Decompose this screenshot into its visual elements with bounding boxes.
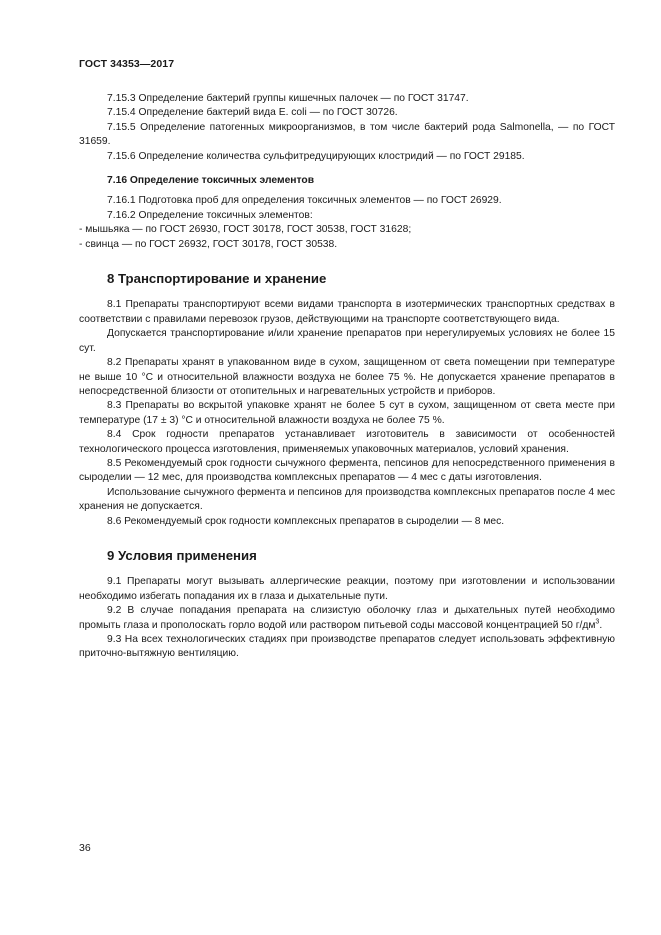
section-title-9: 9 Условия применения [107,547,257,563]
superscript-3: 3 [595,618,600,626]
paragraph-8-5: 8.5 Рекомендуемый срок годности сычужного фермента, пепсинов для непосредственного применения в сыроделии — 12 мес, для производства комплексных препаратов — 4 мес с даты изготовления. [79,457,615,484]
paragraph-9-1: 9.1 Препараты могут вызывать аллергические реакции, поэтому при изготовлении и использовании необходимо избегать попадания их в глаза и дыхательные пути. [79,576,615,602]
paragraph-9-2-end: . [599,619,603,631]
subsection-title-7-16: 7.16 Определение токсичных элементов [107,175,315,187]
paragraph-7-15-4: 7.15.4 Определение бактерий вида E. coli — по ГОСТ 30726. [107,107,398,119]
paragraph-9-2-text: 9.2 В случае попадания препарата на слизистую оболочку глаз и дыхательных путей необходимо промыть глаза и прополоскать горло водой или раствором питьевой соды массовой концентрацией 50 г/дм [79,605,615,631]
paragraph-9-3: 9.3 На всех технологических стадиях при производстве препаратов следует использовать эффективную приточно-вытяжную вентиляцию. [79,634,615,660]
paragraph-7-16-2: 7.16.2 Определение токсичных элементов: [107,209,313,221]
paragraph-8-6: 8.6 Рекомендуемый срок годности комплексных препаратов в сыроделии — 8 мес. [107,515,505,527]
list-item-lead: - свинца — по ГОСТ 26932, ГОСТ 30178, ГОСТ 30538. [79,238,338,250]
page-number: 36 [79,842,91,854]
paragraph-8-5-note: Использование сычужного фермента и пепсинов для производства комплексных препаратов после 4 мес хранения не допускается. [79,486,615,513]
list-item-arsenic: - мышьяка — по ГОСТ 26930, ГОСТ 30178, ГОСТ 30538, ГОСТ 31628; [79,224,412,236]
paragraph-7-15-6: 7.15.6 Определение количества сульфитредуцирующих клостридий — по ГОСТ 29185. [107,150,525,162]
paragraph-9-2 [79,604,615,633]
paragraph-8-1-note: Допускается транспортирование и/или хранение препаратов при нерегулируемых условиях не более 15 сут. [79,328,615,354]
paragraph-8-2: 8.2 Препараты хранят в упакованном виде в сухом, защищенном от света помещении при температуре не выше 10 °С и относительной влажности воздуха не более 75 %. Не допускается хранение препаратов в непосредственной близости от отопительных и нагревательных устройств и приборов. [79,357,615,397]
paragraph-7-15-3: 7.15.3 Определение бактерий группы кишечных палочек — по ГОСТ 31747. [107,93,469,104]
paragraph-8-3: 8.3 Препараты во вскрытой упаковке хранят не более 5 сут в сухом, защищенном от света месте при температуре (17 ± 3) °С и относительной влажности воздуха не более 75 %. [79,400,615,426]
section-title-8: 8 Транспортирование и хранение [107,271,327,287]
paragraph-8-4: 8.4 Срок годности препаратов устанавливает изготовитель в зависимости от особенностей технологического процесса изготовления, применяемых упаковочных материалов, условий хранения. [79,429,615,455]
document-body [79,92,615,662]
document-code-header: ГОСТ 34353—2017 [79,58,175,70]
paragraph-7-15-5: 7.15.5 Определение патогенных микроорганизмов, в том числе бактерий рода Salmonella, — по ГОСТ 31659. [79,121,615,148]
paragraph-7-16-1: 7.16.1 Подготовка проб для определения токсичных элементов — по ГОСТ 26929. [107,195,502,207]
paragraph-8-1: 8.1 Препараты транспортируют всеми видами транспорта в изотермических транспортных средствах в соответствии с правилами перевозок грузов, действующими на транспорте соответствующего вида. [79,299,615,325]
